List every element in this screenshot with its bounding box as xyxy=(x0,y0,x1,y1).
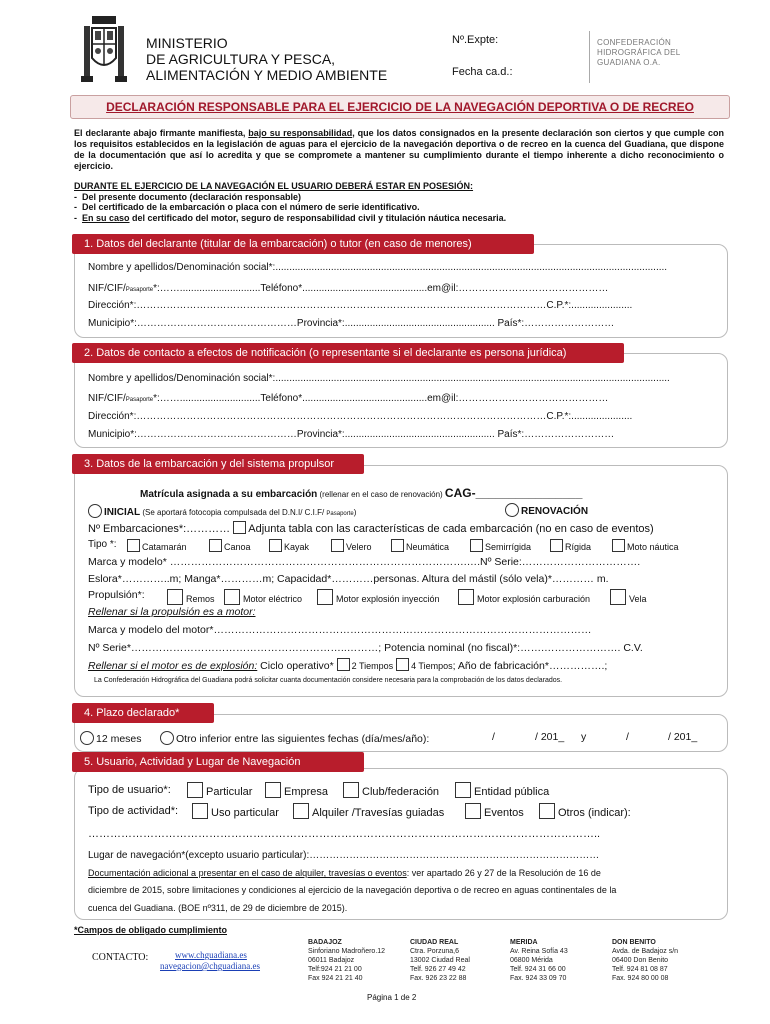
date-y: y xyxy=(581,731,587,743)
date2-year[interactable]: / 201_ xyxy=(668,731,698,743)
cag-field[interactable]: CAG-________________ xyxy=(444,486,583,500)
tiempos4-label: 4 Tiempos xyxy=(411,661,453,671)
during-item-1-text: Del presente documento (declaración responsable) xyxy=(82,191,302,202)
user-particular-checkbox[interactable] xyxy=(187,782,203,798)
doc-line-3: cuenca del Guadiana. (BOE nº311, de 29 de diciembre de 2015). xyxy=(88,903,348,913)
marca-motor-field[interactable]: Marca y modelo del motor*……………………………………………………………………………………………… xyxy=(88,624,592,636)
office-badajoz-l4: Fax 924 21 21 40 xyxy=(308,975,363,982)
type-moto-nautica-label: Moto náutica xyxy=(627,542,679,552)
inicial-close: ) xyxy=(353,508,357,517)
n-embarcaciones-row xyxy=(88,521,654,535)
office-don-benito-l2: 06400 Don Benito xyxy=(612,957,669,964)
office-ciudad-real-name: CIUDAD REAL xyxy=(410,939,459,946)
tipo-row xyxy=(88,539,117,550)
type-catamaran-label: Catamarán xyxy=(142,542,187,552)
date2-slash[interactable]: / xyxy=(626,731,629,743)
office-don-benito-l1: Avda. de Badajoz s/n xyxy=(612,948,679,955)
prop-inyeccion-checkbox[interactable] xyxy=(317,589,333,605)
activity-otros xyxy=(539,803,631,819)
plazo-12-label: 12 meses xyxy=(96,733,142,745)
type-moto-nautica xyxy=(612,539,679,553)
s1-address-field[interactable]: Dirección*:……………………………………………………………………………………………………………C.P.*:...................... xyxy=(88,300,633,311)
prop-remos-label: Remos xyxy=(186,594,215,604)
during-item-1: - Del presente documento (declaración responsable) xyxy=(74,191,302,202)
propulsion-row xyxy=(88,589,145,601)
plazo-12-radio[interactable] xyxy=(80,731,94,745)
type-neumatica xyxy=(391,539,449,553)
office-ciudad-real-l4: Fax. 926 23 22 88 xyxy=(410,975,467,982)
matricula-row xyxy=(140,486,582,500)
during-item-2-text: Del certificado de la embarcación o placa con el número de serie identificativo. xyxy=(82,202,420,212)
office-don-benito xyxy=(612,938,678,983)
otros-dotted-field[interactable]: ………………………………………………………………………………………………………………………….. xyxy=(88,828,601,840)
activity-otros-checkbox[interactable] xyxy=(539,803,555,819)
prop-electrico xyxy=(224,589,302,605)
prop-carburacion-label: Motor explosión carburación xyxy=(477,594,591,604)
type-catamaran xyxy=(127,539,187,553)
contacto-label: CONTACTO: xyxy=(92,952,149,963)
user-empresa-label: Empresa xyxy=(284,786,329,798)
obligatorio-note: *Campos de obligado cumplimiento xyxy=(74,925,228,935)
prop-vela-label: Vela xyxy=(629,594,647,604)
office-merida xyxy=(510,938,568,983)
activity-otros-label: Otros (indicar): xyxy=(558,807,631,819)
user-club-checkbox[interactable] xyxy=(343,782,359,798)
office-ciudad-real-l2: 13002 Ciudad Real xyxy=(410,957,470,964)
tiempos2-checkbox[interactable] xyxy=(337,658,350,671)
intro-part1: El declarante abajo firmante manifiesta, xyxy=(74,128,249,138)
office-merida-name: MERIDA xyxy=(510,939,538,946)
activity-particular-checkbox[interactable] xyxy=(192,803,208,819)
plazo-12-meses xyxy=(80,731,142,745)
adjunta-checkbox[interactable] xyxy=(233,521,246,534)
doc-line-2: diciembre de 2015, sobre limitaciones y condiciones al ejercicio de la navegación deportiva o de recreo en aguas continentales de la xyxy=(88,885,617,895)
tipo-usuario-label: Tipo de usuario*: xyxy=(88,784,171,796)
prop-inyeccion-label: Motor explosión inyección xyxy=(336,594,440,604)
document-title: DECLARACIÓN RESPONSABLE PARA EL EJERCICIO DE LA NAVEGACIÓN DEPORTIVA O DE RECREO xyxy=(106,100,694,114)
office-badajoz xyxy=(308,938,385,983)
type-rigida-checkbox[interactable] xyxy=(550,539,563,552)
email-link[interactable]: navegacion@chguadiana.es xyxy=(160,961,260,971)
page-number: Página 1 de 2 xyxy=(367,993,417,1002)
renovacion-option xyxy=(505,503,588,517)
doc-line-1 xyxy=(88,868,601,878)
during-item-3-text: del certificado del motor, seguro de responsabilidad civil y titulación náutica necesaria. xyxy=(129,212,507,223)
tiempos4-checkbox[interactable] xyxy=(396,658,409,671)
office-ciudad-real-l1: Ctra. Porzuna,6 xyxy=(410,948,460,955)
s2-nif-label: NIF/CIF/ xyxy=(88,393,126,404)
user-particular xyxy=(187,782,252,798)
office-ciudad-real-l3: Telf. 926 27 49 42 xyxy=(410,966,466,973)
office-merida-l4: Fax. 924 33 09 70 xyxy=(510,975,567,982)
during-item-2: - Del certificado de la embarcación o placa con el número de serie identificativo. xyxy=(74,202,420,212)
office-don-benito-l3: Telf. 924 81 08 87 xyxy=(612,966,668,973)
s2-nif-small: Pasaporte xyxy=(125,397,154,403)
office-don-benito-l4: Fax. 924 80 00 08 xyxy=(612,975,669,982)
office-merida-l1: Av. Reina Sofía 43 xyxy=(510,948,568,955)
matricula-label: Matrícula asignada a su embarcación xyxy=(140,489,318,500)
intro-part2: , que los datos consignados en la presente declaración son ciertos y que cumple con los requisitos establecidos en la legislación de aguas para el ejercicio de la navegación deportiva o de recreo en la cuenca del Guadiana, que dispone de la documentación que así lo acredita y que se compromete a mantener su cumplimiento durante el tiempo inherente a dicho reconocimiento o ejercicio. xyxy=(74,128,724,171)
doc-underlined: Documentación adicional a presentar en el caso de alquiler, travesías o eventos xyxy=(88,868,407,878)
type-kayak-checkbox[interactable] xyxy=(269,539,282,552)
activity-alquiler-label: Alquiler /Travesías guiadas xyxy=(312,807,445,819)
type-semirrigida xyxy=(470,539,531,553)
type-semirrigida-label: Semirrígida xyxy=(485,542,532,552)
inicial-label: INICIAL xyxy=(104,507,141,518)
office-merida-l2: 06800 Mérida xyxy=(510,957,553,964)
type-neumatica-checkbox[interactable] xyxy=(391,539,404,552)
office-badajoz-name: BADAJOZ xyxy=(308,939,342,946)
plazo-otro-label: Otro inferior entre las siguientes fechas (día/mes/año): xyxy=(176,733,430,745)
section-5-heading: 5. Usuario, Actividad y Lugar de Navegación xyxy=(72,752,364,772)
inicial-note: (Se aportará fotocopia compulsada del D.N.I/ C.I.F/ xyxy=(140,508,327,517)
s1-municipio-field[interactable]: Municipio*:…………………………………………Provincia*:...................................................... País*:……………………… xyxy=(88,318,615,329)
s1-nif-small: Pasaporte xyxy=(125,287,154,293)
prop-vela-checkbox[interactable] xyxy=(610,589,626,605)
coat-of-arms-icon xyxy=(78,12,130,86)
header-divider xyxy=(589,31,590,83)
inicial-row xyxy=(88,504,356,518)
type-rigida xyxy=(550,539,591,553)
confed-line-1: CONFEDERACIÓN xyxy=(597,38,672,47)
prop-remos-checkbox[interactable] xyxy=(167,589,183,605)
prop-vela xyxy=(610,589,647,605)
ministry-line-3: ALIMENTACIÓN Y MEDIO AMBIENTE xyxy=(146,67,388,83)
n-emb-field[interactable]: *:………… xyxy=(178,523,231,535)
office-merida-l3: Telf. 924 31 66 00 xyxy=(510,966,566,973)
s2-address-field[interactable]: Dirección*:……………………………………………………………………………………………………………C.P.*:...................... xyxy=(88,411,633,422)
user-empresa-checkbox[interactable] xyxy=(265,782,281,798)
office-ciudad-real xyxy=(410,938,470,983)
confed-line-2: HIDROGRÁFICA DEL xyxy=(597,48,681,57)
s1-nif-rest: *:…….............................Teléfono*.............................................em@il:……………………………………… xyxy=(153,283,609,294)
rellenar-expl-label: Rellenar si el motor es de explosión: xyxy=(88,660,258,672)
ministry-name xyxy=(146,35,387,83)
serie-motor-field[interactable]: Nº Serie*……………………………………………………..………; Potencia nominal (no fiscal)*:…….…………………. C.V. xyxy=(88,642,643,654)
doc-rest: : ver apartado 26 y 27 de la Resolución de 16 de xyxy=(406,868,601,878)
s1-name-field[interactable]: Nombre y apellidos/Denominación social*:............................................................................................................................................. xyxy=(88,262,668,273)
s2-nif-field[interactable] xyxy=(88,393,608,404)
intro-paragraph xyxy=(74,128,724,172)
prop-electrico-checkbox[interactable] xyxy=(224,589,240,605)
during-item-3-underlined: En su caso xyxy=(82,212,130,223)
n-emb-label: Nº Embarcaciones xyxy=(88,523,179,535)
s2-name-field[interactable]: Nombre y apellidos/Denominación social*:.............................................................................................................................................. xyxy=(88,373,670,384)
activity-eventos xyxy=(465,803,524,819)
section-1-heading: 1. Datos del declarante (titular de la embarcación) o tutor (en caso de menores) xyxy=(72,234,534,254)
section-3-heading: 3. Datos de la embarcación y del sistema propulsor xyxy=(72,454,364,474)
user-particular-label: Particular xyxy=(206,786,253,798)
prop-carburacion xyxy=(458,589,590,605)
type-canoa xyxy=(209,539,251,553)
office-badajoz-l1: Sinforiano Madroñero.12 xyxy=(308,948,386,955)
user-empresa xyxy=(265,782,328,798)
inicial-small: Pasaporte xyxy=(326,511,354,517)
date1-year[interactable]: / 201_ xyxy=(535,731,565,743)
type-moto-nautica-checkbox[interactable] xyxy=(612,539,625,552)
section-2-heading: 2. Datos de contacto a efectos de notificación (o representante si el declarante es persona jurídica) xyxy=(72,343,624,363)
document-title-bar xyxy=(70,95,730,119)
renovacion-label: RENOVACIÓN xyxy=(521,506,589,517)
user-entidad-checkbox[interactable] xyxy=(455,782,471,798)
type-canoa-checkbox[interactable] xyxy=(209,539,222,552)
user-entidad xyxy=(455,782,549,798)
confed-line-3: GUADIANA O.A. xyxy=(597,58,661,67)
date1-slash[interactable]: / xyxy=(492,731,495,743)
office-badajoz-l3: Telf:924 21 21 00 xyxy=(308,966,362,973)
fecha-label: Fecha ca.d.: xyxy=(452,66,513,78)
s1-nif-label: NIF/CIF/ xyxy=(88,283,126,294)
eslora-field[interactable]: Eslora*…………..m; Manga*…………m; Capacidad*…………personas. Altura del mástil (sólo vela)*………… m. xyxy=(88,573,609,585)
type-velero xyxy=(331,539,372,553)
office-badajoz-l2: 06011 Badajoz xyxy=(308,957,355,964)
tiempos2-label: 2 Tiempos xyxy=(351,661,394,671)
activity-particular-label: Uso particular xyxy=(211,807,279,819)
type-kayak xyxy=(269,539,309,553)
adjunta-label: Adjunta tabla con las características de cada embarcación (no en caso de eventos) xyxy=(248,523,654,535)
web-link[interactable]: www.chguadiana.es xyxy=(175,950,247,960)
tipo-label: Tipo *: xyxy=(88,539,117,550)
s2-nif-rest: *:…….............................Teléfono*.............................................em@il:……………………………………… xyxy=(153,393,609,404)
type-velero-checkbox[interactable] xyxy=(331,539,344,552)
prop-inyeccion xyxy=(317,589,440,605)
section-3-note: La Confederación Hidrográfica del Guadiana podrá solicitar cuanta documentación considere necesaria para la comprobación de los datos declarados. xyxy=(94,677,563,684)
plazo-otro-radio[interactable] xyxy=(160,731,174,745)
prop-carburacion-checkbox[interactable] xyxy=(458,589,474,605)
type-kayak-label: Kayak xyxy=(284,542,310,552)
user-entidad-label: Entidad pública xyxy=(474,786,550,798)
ciclo-label: Ciclo operativo* xyxy=(257,660,334,672)
matricula-note: (rellenar en el caso de renovación) xyxy=(317,490,445,499)
section-4-heading: 4. Plazo declarado* xyxy=(72,703,214,723)
s1-nif-field[interactable] xyxy=(88,283,608,294)
s2-municipio-field[interactable]: Municipio*:…………………………………………Provincia*:...................................................... País*:……………………… xyxy=(88,429,615,440)
user-club-label: Club/federación xyxy=(362,786,440,798)
during-block xyxy=(74,181,724,223)
plazo-otro xyxy=(160,731,429,745)
renovacion-radio[interactable] xyxy=(505,503,519,517)
type-semirrigida-checkbox[interactable] xyxy=(470,539,483,552)
rellenar-motor-label: Rellenar si la propulsión es a motor: xyxy=(88,606,256,618)
ministry-line-1: MINISTERIO xyxy=(146,35,228,51)
type-neumatica-label: Neumática xyxy=(406,542,450,552)
explosion-row xyxy=(88,658,607,672)
type-canoa-label: Canoa xyxy=(224,542,251,552)
inicial-radio[interactable] xyxy=(88,504,102,518)
activity-eventos-label: Eventos xyxy=(484,807,524,819)
type-velero-label: Velero xyxy=(346,542,372,552)
during-item-3: - En su caso del certificado del motor, seguro de responsabilidad civil y titulación náutica necesaria. xyxy=(74,212,507,223)
type-catamaran-checkbox[interactable] xyxy=(127,539,140,552)
prop-electrico-label: Motor eléctrico xyxy=(243,594,303,604)
activity-alquiler-checkbox[interactable] xyxy=(293,803,309,819)
fabricacion-field[interactable]: ; Año de fabricación*…………….; xyxy=(452,660,608,672)
activity-particular xyxy=(192,803,279,819)
marca-field[interactable]: Marca y modelo* ………………………………………………………………………….….Nº Serie:……………………………. xyxy=(88,556,641,568)
ministry-line-2: DE AGRICULTURA Y PESCA, xyxy=(146,51,336,67)
office-don-benito-name: DON BENITO xyxy=(612,939,656,946)
intro-underlined: bajo su responsabilidad xyxy=(248,128,353,138)
lugar-field[interactable]: Lugar de navegación*(excepto usuario particular):…………………………………………………………………………… xyxy=(88,850,600,861)
tipo-actividad-label: Tipo de actividad*: xyxy=(88,805,179,817)
activity-eventos-checkbox[interactable] xyxy=(465,803,481,819)
user-club xyxy=(343,782,439,798)
expte-label: Nº.Expte: xyxy=(452,34,499,46)
during-heading: DURANTE EL EJERCICIO DE LA NAVEGACIÓN EL USUARIO DEBERÁ ESTAR EN POSESIÓN: xyxy=(74,181,474,191)
activity-alquiler xyxy=(293,803,444,819)
propulsion-label: Propulsión*: xyxy=(88,589,145,601)
prop-remos xyxy=(167,589,215,605)
confederacion-name xyxy=(597,38,680,68)
type-rigida-label: Rígida xyxy=(565,542,592,552)
